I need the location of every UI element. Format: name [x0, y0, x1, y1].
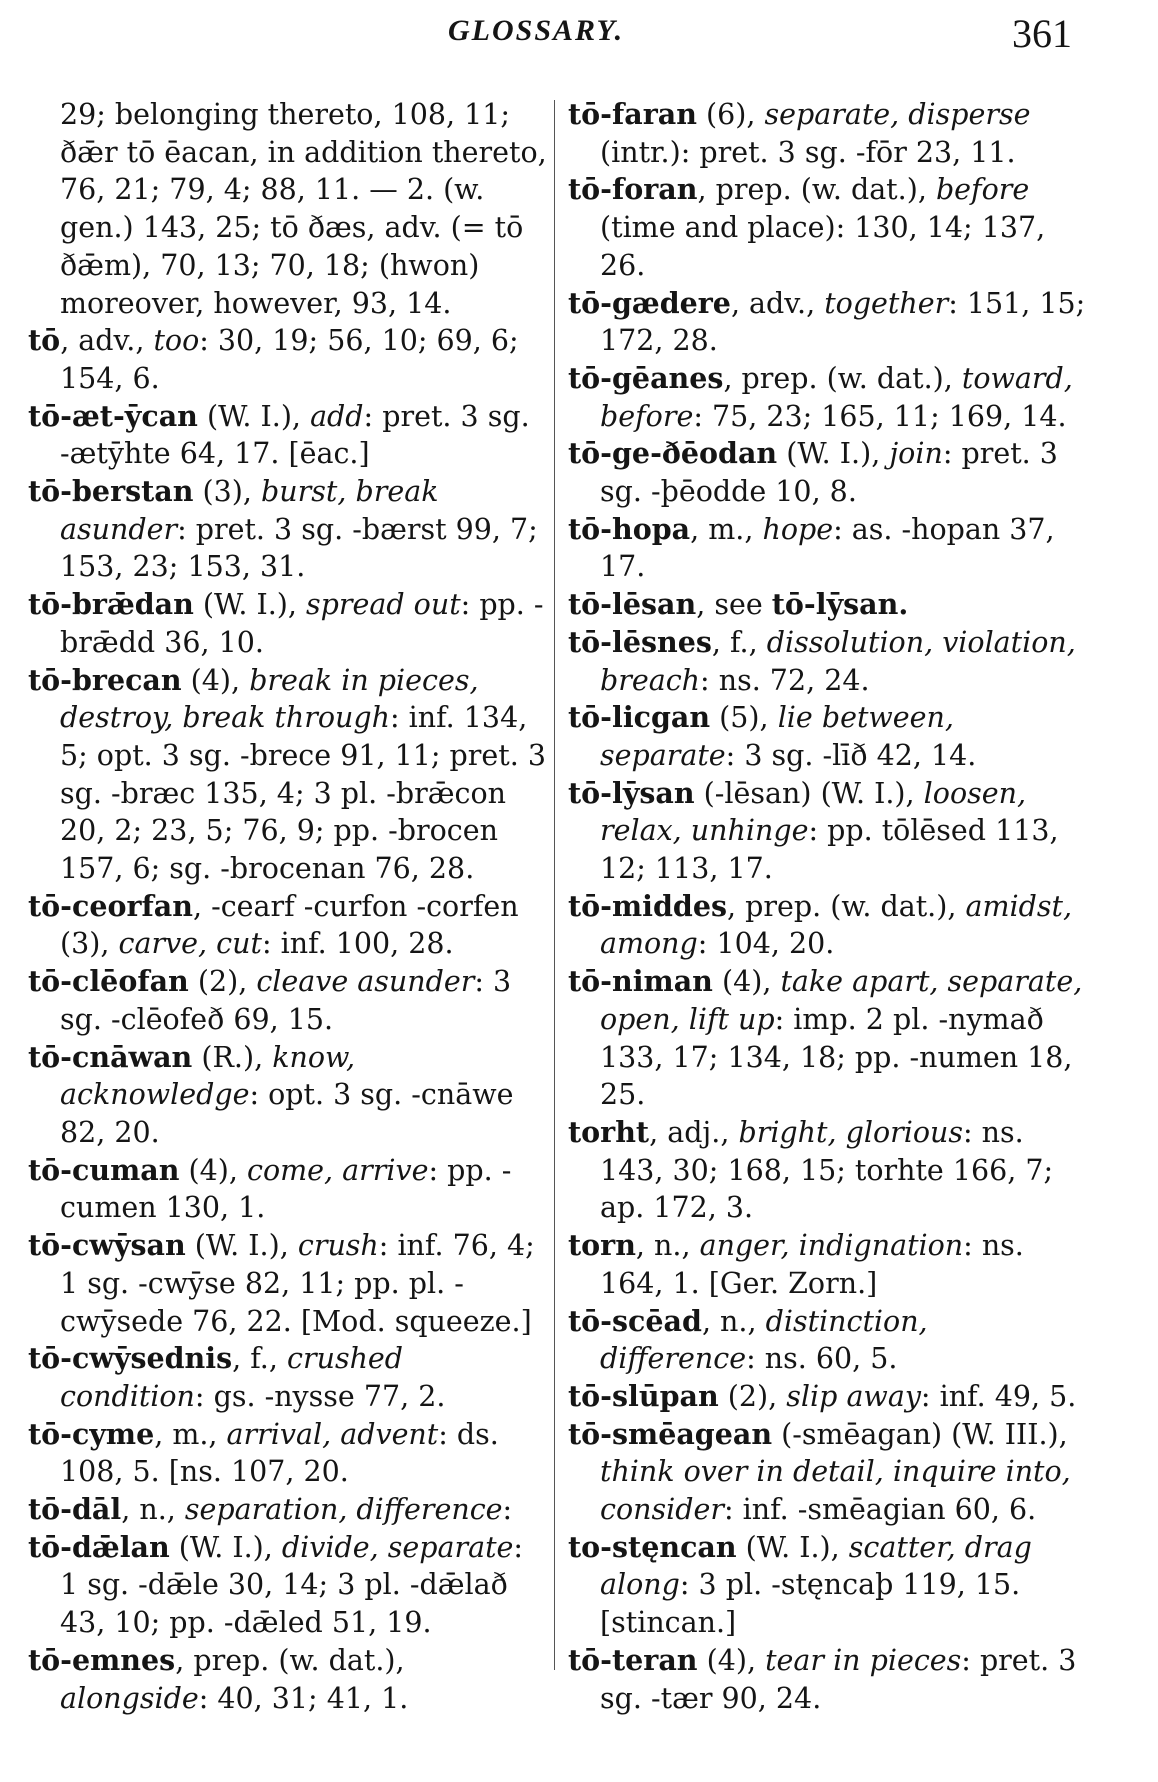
entry-grammar: , n., — [635, 1229, 700, 1263]
entry-gloss: anger, indignation — [699, 1229, 964, 1263]
glossary-entry — [28, 1642, 548, 1717]
entry-gloss: lie between, separate — [600, 701, 954, 772]
entry-gloss: take apart, separate, open, lift up — [600, 965, 1083, 1036]
entry-grammar: (4), — [179, 1153, 247, 1187]
entry-gloss: add — [310, 399, 364, 433]
glossary-entry — [28, 586, 548, 661]
entry-gloss: alongside — [60, 1681, 199, 1715]
entry-citations: : pp. -brǣdd 36, 10. — [60, 588, 544, 659]
entry-gloss: separate, disperse — [764, 98, 1031, 131]
headword: tō-cuman — [28, 1152, 180, 1187]
entry-citations: : pret. 3 sg. -tær 90, 24. — [600, 1643, 1077, 1715]
entry-citations: 29; belonging thereto, 108, 11; ðǣr tō ēacan, in addition thereto, 76, 21; 79, 4; 88, 11. — 2. (w. gen.) 143, 25; tō ðæs, adv. (= tō ðǣm), 70, 13; 70, 18; (hwon) moreover, however, 93, 14. — [60, 98, 547, 320]
entry-grammar: (6), — [696, 98, 765, 131]
entry-gloss: tear in pieces — [765, 1643, 962, 1677]
headword: tō-ge-ðēodan — [568, 436, 778, 471]
headword: tō-cwȳsednis — [28, 1341, 233, 1376]
headword: tō-slūpan — [568, 1378, 719, 1413]
glossary-entry — [28, 398, 548, 473]
entry-grammar: , m., — [154, 1417, 227, 1451]
entry-citations: (time and place): 130, 14; 137, 26. — [600, 211, 1046, 282]
entry-grammar: (2), — [718, 1379, 787, 1413]
glossary-entry — [568, 586, 1088, 624]
entry-grammar: , prep. (w. dat.), — [697, 173, 936, 207]
headword: tō-cwȳsan — [28, 1228, 186, 1263]
glossary-entry — [28, 96, 548, 322]
headword: tō-gædere — [568, 285, 731, 320]
entry-citations: : 1 sg. -dǣle 30, 14; 3 pl. -dǣlað 43, 10; pp. -dǣled 51, 19. — [60, 1530, 523, 1640]
entry-citations: : 3 pl. -stęncaþ 119, 15. [stincan.] — [600, 1568, 1021, 1640]
entry-grammar: , f., — [711, 625, 767, 659]
glossary-entry — [568, 1303, 1088, 1378]
headword: tō-lȳsan — [568, 775, 695, 810]
glossary-entry — [28, 888, 548, 963]
glossary-entry — [568, 699, 1088, 774]
headword: tō-middes — [568, 888, 728, 923]
glossary-entry — [28, 662, 548, 888]
entry-gloss: loosen, relax, unhinge — [600, 776, 1027, 848]
entry-citations: : pret. 3 sg. -þēodde 10, 8. — [600, 437, 1058, 509]
entry-grammar: (W. I.), — [777, 437, 890, 471]
entry-citations: : inf. 134, 5; opt. 3 sg. -brece 91, 11; pret. 3 sg. -bræc 135, 4; 3 pl. -brǣcon 20, 2; 23, 5; 76, 9; pp. -brocen 157, 6; sg. -brocenan 76, 28. — [60, 701, 546, 886]
headword: torht — [568, 1114, 650, 1149]
entry-grammar: , n., — [701, 1304, 766, 1338]
entry-grammar: (4), — [712, 965, 781, 999]
entry-citations: : imp. 2 pl. -nymað 133, 17; 134, 18; pp. -numen 18, 25. — [600, 1002, 1073, 1112]
glossary-entry — [568, 96, 1088, 171]
entry-gloss: toward, before — [600, 361, 1073, 433]
entry-grammar: (5), — [710, 701, 778, 735]
glossary-entry — [568, 888, 1088, 963]
page-number: 361 — [1012, 11, 1072, 56]
entry-grammar: (W. I.), — [169, 1530, 282, 1564]
glossary-entry — [568, 435, 1088, 510]
entry-citations: : gs. -nysse 77, 2. — [194, 1379, 446, 1413]
headword: to-stęncan — [568, 1529, 737, 1564]
glossary-entry — [28, 473, 548, 586]
entry-citations: : 75, 23; 165, 11; 169, 14. — [693, 399, 1067, 433]
headword: tō-smēagean — [568, 1416, 773, 1451]
glossary-entry — [568, 775, 1088, 888]
entry-gloss: arrival, advent — [226, 1417, 439, 1451]
headword: torn — [568, 1228, 636, 1263]
headword: tō-brǣdan — [28, 587, 194, 622]
column-divider — [554, 100, 555, 1670]
entry-gloss: together — [824, 286, 949, 320]
headword: tō-cnāwan — [28, 1039, 193, 1074]
entry-grammar: , adv., — [730, 286, 825, 320]
glossary-entry — [28, 963, 548, 1038]
entry-gloss: before — [935, 173, 1030, 207]
glossary-entry — [28, 1227, 548, 1340]
entry-grammar: , adj., — [649, 1115, 739, 1149]
entry-citations: : 104, 20. — [697, 927, 835, 961]
entry-grammar: (4), — [697, 1643, 766, 1677]
entry-gloss: cleave asunder — [256, 965, 475, 999]
glossary-entry — [28, 322, 548, 397]
headword: tō-lēsnes — [568, 624, 712, 659]
headword: tō-dǣlan — [28, 1529, 170, 1564]
entry-citations: : inf. 49, 5. — [920, 1379, 1077, 1413]
glossary-entry — [28, 1039, 548, 1152]
entry-citations: : ns. 143, 30; 168, 15; torhte 166, 7; ap. 172, 3. — [600, 1115, 1054, 1225]
glossary-entry — [568, 511, 1088, 586]
entry-citations: : 3 sg. -līð 42, 14. — [725, 738, 977, 772]
entry-grammar: , adv., — [60, 324, 154, 358]
entry-gloss: too — [153, 324, 200, 358]
glossary-entry — [568, 171, 1088, 284]
entry-grammar: (W. I.), — [736, 1530, 849, 1564]
glossary-entry — [568, 1227, 1088, 1302]
headword: tō-hopa — [568, 511, 691, 546]
entry-gloss: scatter, drag along — [600, 1530, 1032, 1602]
entry-gloss: distinction, difference — [600, 1304, 928, 1376]
entry-gloss: come, arrive — [246, 1153, 429, 1187]
headword: tō-cyme — [28, 1416, 155, 1451]
entry-grammar: (-smēagan) (W. III.), — [772, 1417, 1068, 1451]
headword: tō-clēofan — [28, 964, 189, 999]
entry-gloss: bright, glorious — [738, 1115, 964, 1149]
entry-citations: : pp. tōlēsed 113, 12; 113, 17. — [600, 814, 1059, 886]
headword: tō-teran — [568, 1642, 698, 1677]
glossary-entry — [28, 1529, 548, 1642]
headword: tō — [28, 323, 61, 358]
headword: tō-ceorfan — [28, 888, 193, 923]
entry-citations: : ns. 60, 5. — [746, 1342, 898, 1376]
glossary-entry — [28, 1416, 548, 1491]
entry-gloss: join — [889, 437, 943, 471]
headword: tō-niman — [568, 964, 713, 999]
entry-gloss: break in pieces, destroy, break through — [60, 663, 479, 735]
entry-gloss: slip away — [786, 1379, 921, 1413]
glossary-entry — [568, 1529, 1088, 1642]
entry-citations: : ns. 72, 24. — [700, 663, 870, 697]
entry-gloss: hope — [762, 512, 834, 546]
headword: tō-scēad — [568, 1303, 702, 1338]
headword: tō-emnes — [28, 1642, 176, 1677]
entry-citations: : inf. 76, 4; 1 sg. -cwȳse 82, 11; pp. pl. -cwȳsede 76, 22. [Mod. squeeze.] — [60, 1229, 535, 1338]
entry-grammar: , prep. (w. dat.), — [175, 1643, 405, 1677]
entry-gloss: carve, cut — [118, 927, 262, 961]
glossary-entry — [568, 624, 1088, 699]
entry-gloss: think over in detail, inquire into, consider — [600, 1455, 1071, 1527]
entry-citations: : inf. 100, 28. — [261, 927, 454, 961]
glossary-column-left — [28, 96, 548, 1717]
headword: tō-lēsan — [568, 587, 697, 622]
headword: tō-faran — [568, 97, 697, 131]
headword: tō-foran — [568, 172, 698, 207]
entry-citations: : pp. -cumen 130, 1. — [60, 1153, 512, 1225]
entry-citations: : — [502, 1493, 513, 1527]
glossary-entry — [568, 285, 1088, 360]
entry-citations: : opt. 3 sg. -cnāwe 82, 20. — [60, 1078, 514, 1149]
glossary-column-right — [568, 96, 1088, 1717]
entry-grammar: , see — [696, 588, 772, 622]
entry-grammar: , m., — [690, 512, 763, 546]
entry-grammar: , -cearf -curfon -corfen (3), — [60, 889, 519, 961]
entry-grammar: (W. I.), — [185, 1229, 298, 1263]
entry-gloss: dissolution, violation, breach — [600, 625, 1076, 697]
headword: tō-æt-ȳcan — [28, 398, 198, 433]
glossary-entry — [568, 1378, 1088, 1416]
headword: tō-brecan — [28, 662, 182, 697]
entry-grammar: (W. I.), — [193, 588, 307, 622]
glossary-entry — [28, 1152, 548, 1227]
glossary-entry — [28, 1491, 548, 1529]
entry-gloss: amidst, among — [600, 889, 1072, 961]
entry-citations: : as. -hopan 37, 17. — [600, 512, 1055, 584]
entry-grammar: (W. I.), — [197, 399, 311, 433]
entry-grammar: (4), — [181, 663, 250, 697]
entry-gloss: crushed condition — [60, 1342, 404, 1413]
entry-gloss: crush — [297, 1229, 379, 1263]
entry-grammar: , f., — [232, 1342, 287, 1376]
entry-grammar: (3), — [193, 475, 262, 509]
headword: tō-gēanes — [568, 360, 724, 395]
headword: tō-dāl — [28, 1492, 122, 1527]
glossary-entry — [568, 963, 1088, 1114]
entry-grammar: , prep. (w. dat.), — [723, 361, 962, 395]
entry-grammar: (-lēsan) (W. I.), — [694, 776, 924, 810]
glossary-entry — [568, 1416, 1088, 1529]
entry-citations: : inf. -smēagian 60, 6. — [723, 1493, 1037, 1527]
entry-gloss: divide, separate — [281, 1530, 514, 1564]
entry-grammar: (2), — [188, 965, 257, 999]
entry-citations: : ns. 164, 1. [Ger. Zorn.] — [600, 1229, 1024, 1300]
running-title: GLOSSARY. — [448, 14, 625, 47]
entry-gloss: separation, difference — [184, 1493, 503, 1527]
glossary-entry — [568, 1642, 1088, 1717]
entry-citations: : pret. 3 sg. -ætȳhte 64, 17. [ēac.] — [60, 399, 530, 471]
page-header — [0, 11, 1158, 70]
entry-citations: : 151, 15; 172, 28. — [600, 286, 1086, 358]
entry-grammar: , prep. (w. dat.), — [727, 889, 966, 923]
headword: tō-berstan — [28, 474, 194, 509]
entry-citations: : ds. 108, 5. [ns. 107, 20. — [60, 1417, 499, 1489]
entry-grammar: , n., — [121, 1493, 185, 1527]
entry-cross-reference: tō-lȳsan. — [771, 587, 909, 622]
entry-gloss: know, acknowledge — [60, 1040, 356, 1112]
entry-citations: : 40, 31; 41, 1. — [198, 1681, 409, 1715]
glossary-entry — [568, 360, 1088, 435]
entry-citations: (intr.): pret. 3 sg. -fōr 23, 11. — [600, 135, 1016, 169]
entry-citations: : 30, 19; 56, 10; 69, 6; 154, 6. — [60, 324, 519, 395]
entry-citations: : pret. 3 sg. -bærst 99, 7; 153, 23; 153, 31. — [60, 512, 538, 584]
entry-gloss: spread out — [306, 588, 461, 622]
entry-grammar: (R.), — [192, 1040, 273, 1074]
entry-citations: : 3 sg. -clēofeð 69, 15. — [60, 965, 512, 1036]
headword: tō-licgan — [568, 700, 711, 735]
glossary-entry — [568, 1114, 1088, 1227]
glossary-entry — [28, 1340, 548, 1415]
entry-gloss: burst, break asunder — [60, 475, 439, 546]
